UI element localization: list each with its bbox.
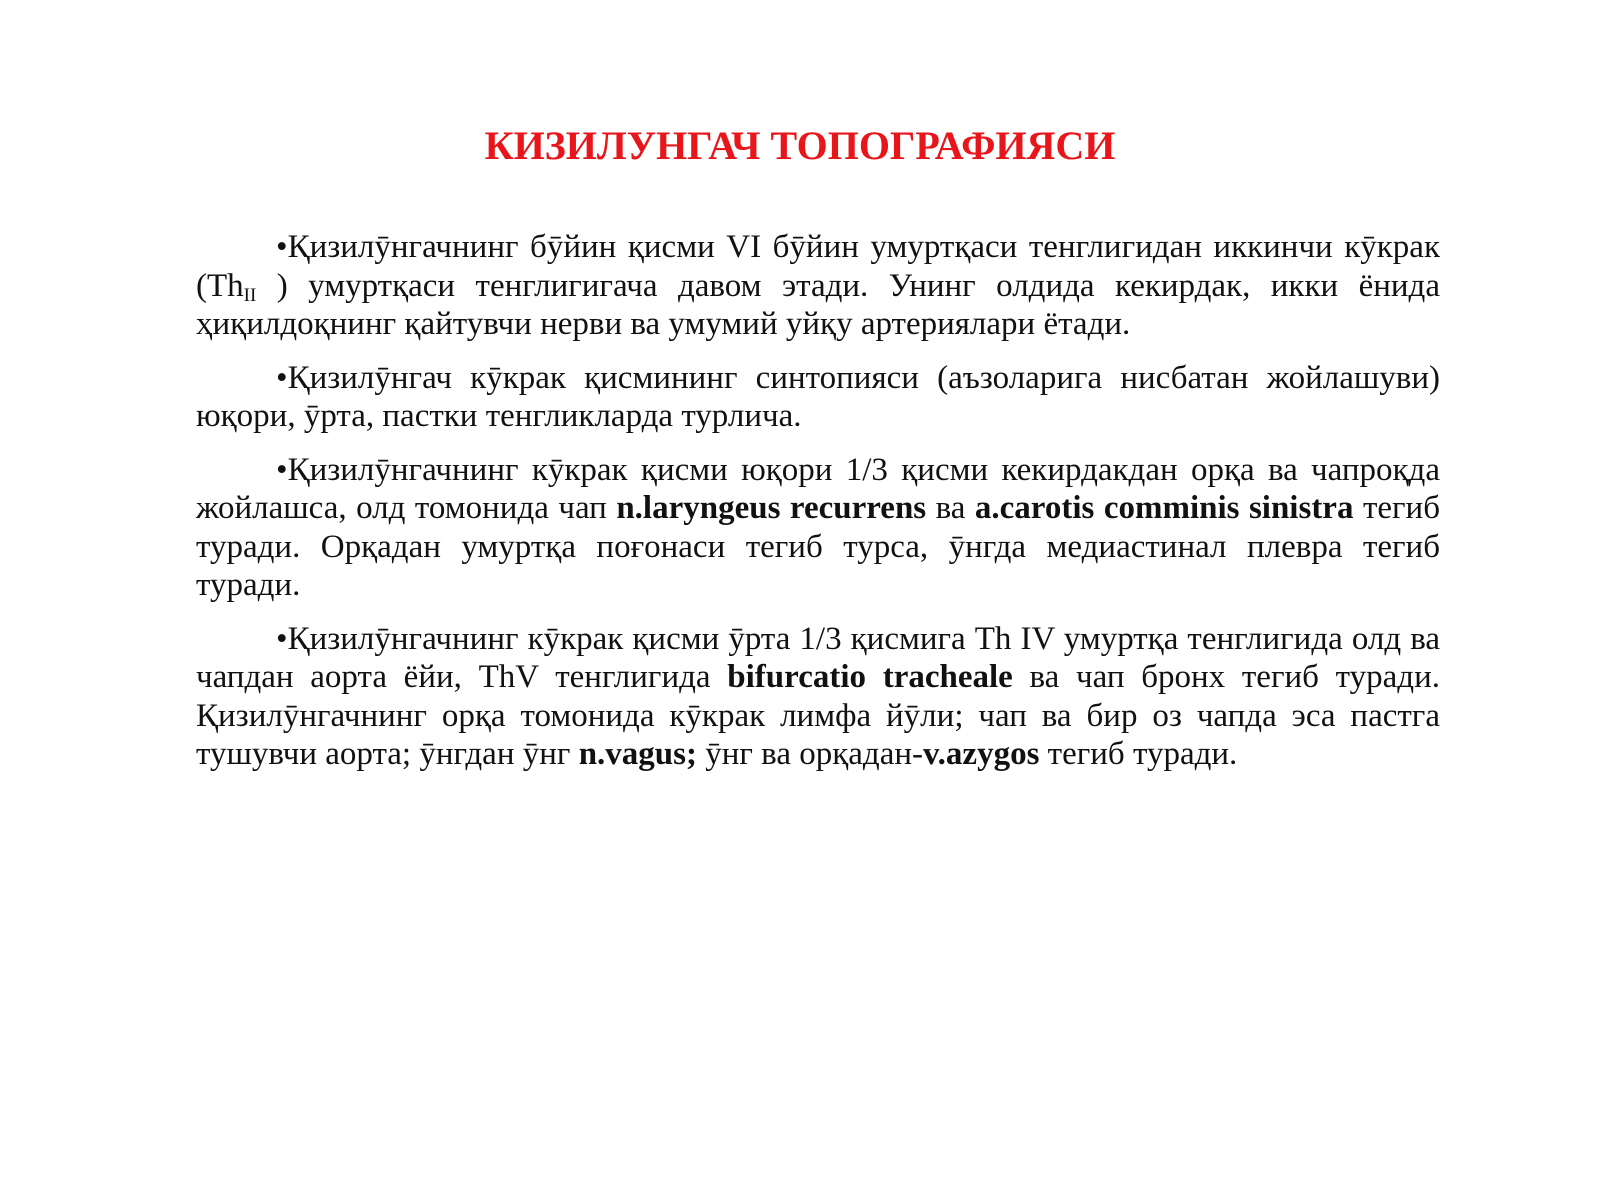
bullet-marker: • — [276, 620, 288, 657]
bullet-marker: • — [276, 359, 288, 396]
latin-term: v.azygos — [923, 736, 1040, 772]
bullet-paragraph — [196, 228, 1440, 344]
latin-term: n.laryngeus recurrens — [616, 490, 927, 526]
paragraph-text: ва чап бронх тегиб туради. Қизилӯнгачнинг орқа томонида кӯкрак лимфа йӯли; чап ва бир оз чапда эса пастга тушувчи аорта; ӯнгдан ӯнг — [196, 659, 1440, 772]
bullet-marker: • — [276, 451, 288, 488]
latin-term: bifurcatio tracheale — [727, 659, 1013, 695]
paragraph-text: ӯнг ва орқадан- — [696, 736, 923, 772]
paragraph-text: Қизилӯнгачнинг бӯйин қисми VI бӯйин умуртқаси тенглигидан иккинчи кӯкрак (Th — [196, 229, 1440, 304]
paragraph-text: тегиб туради. — [1039, 736, 1238, 772]
slide-title: КИЗИЛУНГАЧ ТОПОГРАФИЯСИ — [484, 123, 1116, 168]
subscript-text: II — [243, 284, 257, 306]
paragraph-text: Қизилӯнгачнинг кӯкрак қисми юқори 1/3 қисми кекирдакдан орқа ва чапроқда жойлашса, олд томонида чап — [196, 451, 1440, 526]
bullet-paragraph — [196, 451, 1440, 605]
bullet-paragraph — [196, 359, 1440, 436]
paragraph-text: тегиб туради. Орқадан умуртқа поғонаси тегиб турса, ӯнгда медиастинал плевра тегиб туради. — [196, 490, 1440, 603]
paragraph-text: Қизилӯнгач кӯкрак қисмининг синтопияси (аъзоларига нисбатан жойлашуви) юқори, ӯрта, пастки тенгликларда турлича. — [196, 359, 1440, 434]
latin-term: a.carotis comminis sinistra — [974, 490, 1354, 526]
bullet-paragraph — [196, 620, 1440, 774]
paragraph-text: Қизилӯнгачнинг кӯкрак қисми ӯрта 1/3 қисмига Th IV умуртқа тенглигида олд ва чапдан аорта ёйи, ThV тенглигида — [196, 620, 1440, 695]
slide-body — [196, 228, 1440, 774]
latin-term: n.vagus; — [578, 736, 697, 772]
bullet-marker: • — [276, 229, 288, 265]
paragraph-text: ва — [926, 490, 975, 526]
paragraph-text: ) умуртқаси тенглигигача давом этади. Унинг олдида кекирдак, икки ёнида ҳиқилдоқнинг қайтувчи нерви ва умумий уйқу артериялари ётади. — [196, 267, 1440, 342]
